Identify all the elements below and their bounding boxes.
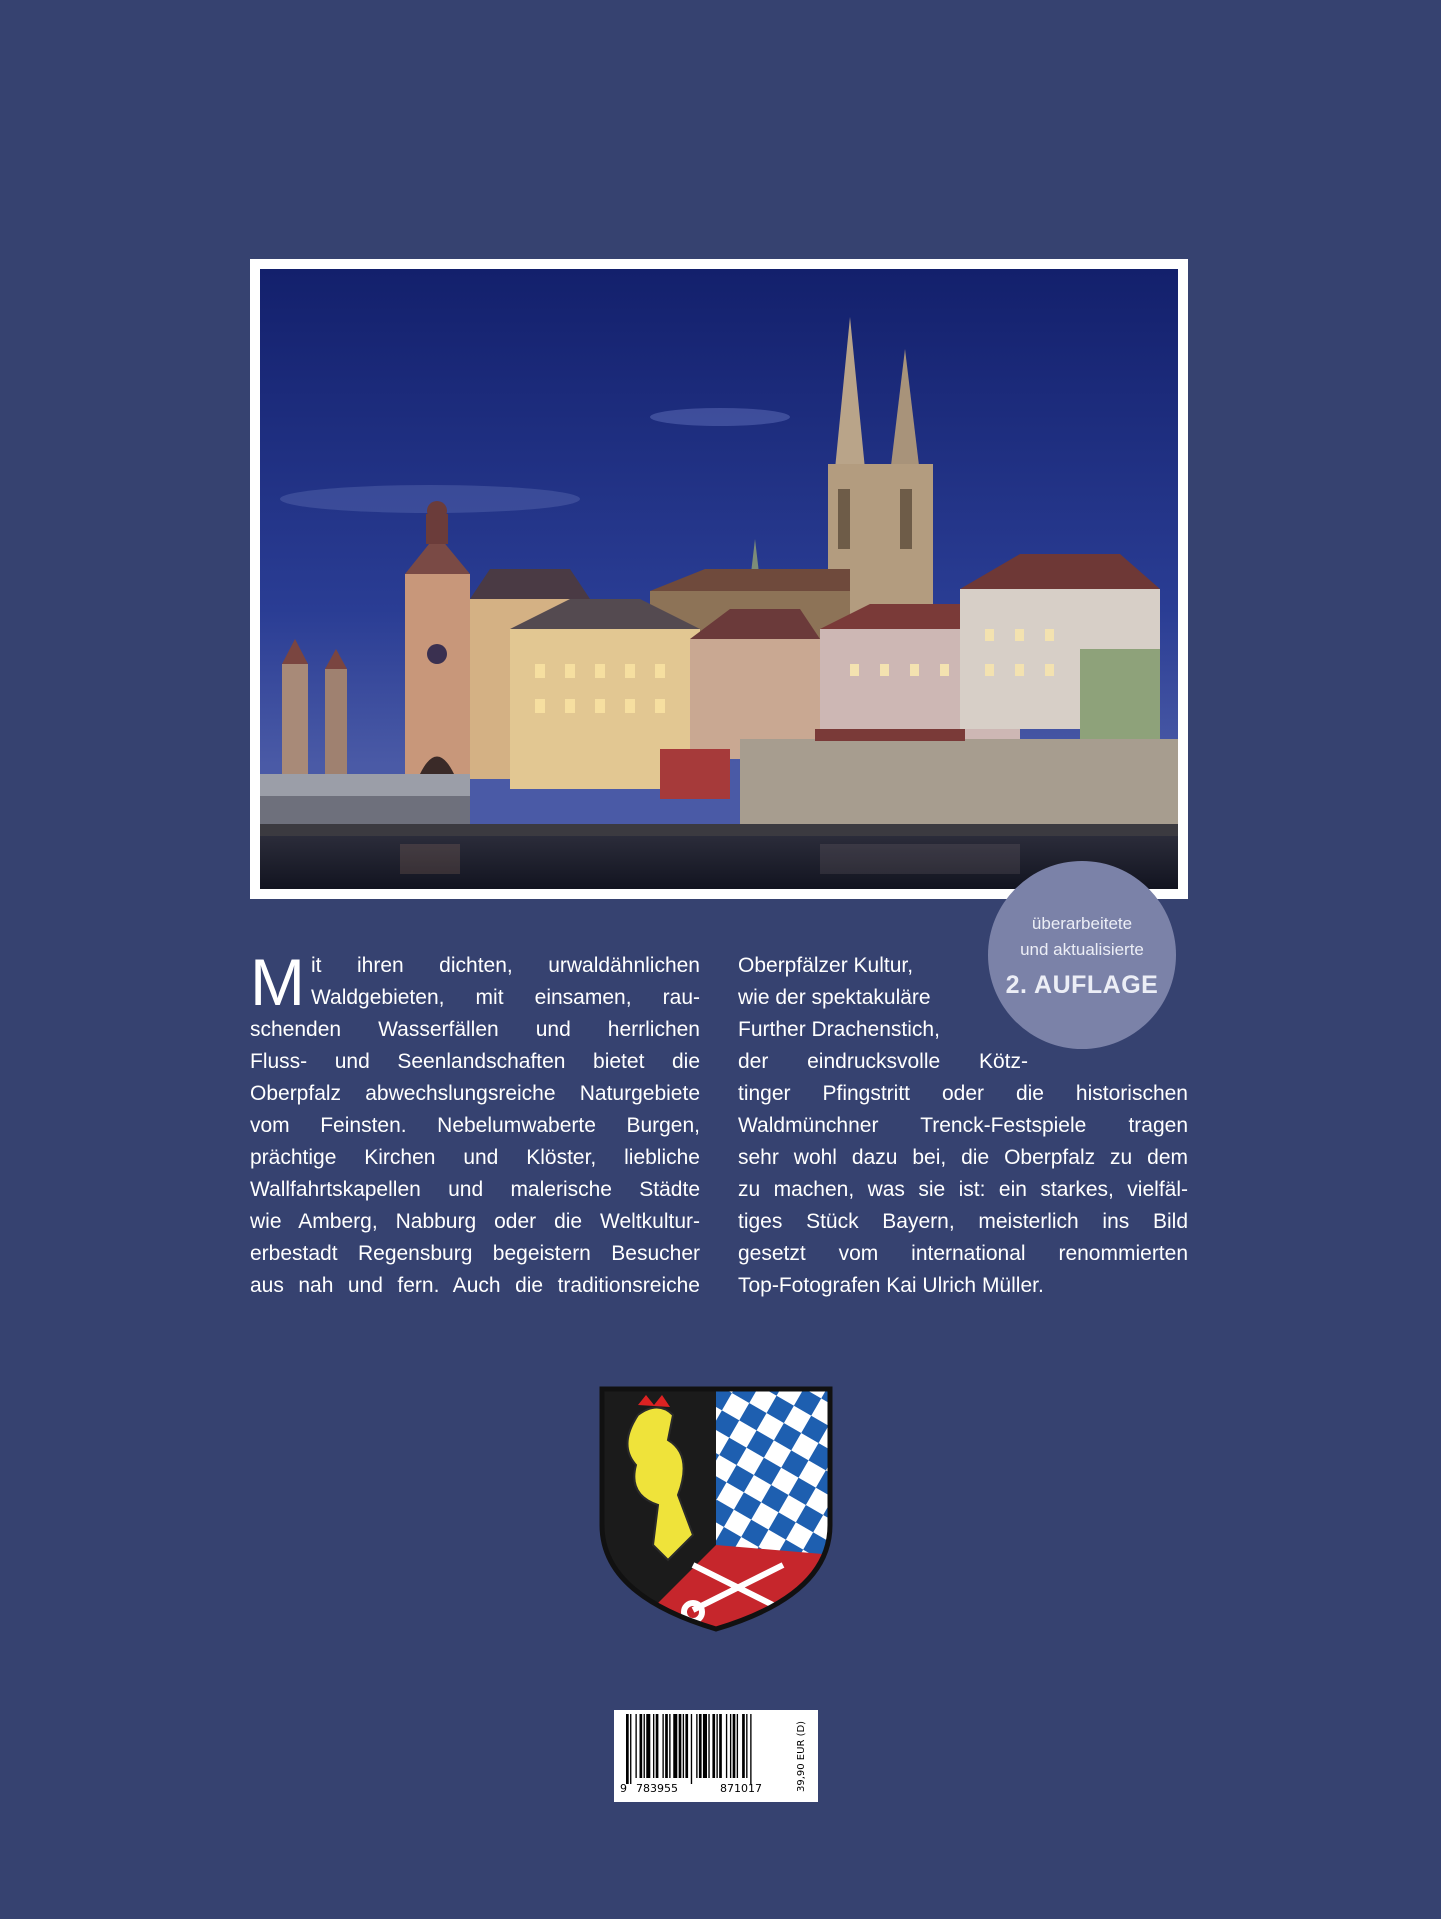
text-line: sehr wohl dazu bei, die Oberpfalz zu dem bbox=[738, 1146, 1188, 1169]
text-line: prächtige Kirchen und Klöster, liebliche bbox=[250, 1146, 700, 1169]
coat-of-arms-icon bbox=[598, 1385, 834, 1633]
text-line: Top-Fotografen Kai Ulrich Müller. bbox=[738, 1274, 1044, 1297]
text-line: Wallfahrtskapellen und malerische Städte bbox=[250, 1178, 700, 1201]
text-line: Further Drachenstich, bbox=[738, 1018, 940, 1041]
text-line: aus nah und fern. Auch die traditionsreiche bbox=[250, 1274, 700, 1297]
isbn-group-1: 783955 bbox=[636, 1782, 678, 1795]
text-line: Waldmünchner Trenck-Festspiele tragen bbox=[738, 1114, 1188, 1137]
text-line: zu machen, was sie ist: ein starkes, vielfäl- bbox=[738, 1178, 1188, 1201]
text-line: schenden Wasserfällen und herrlichen bbox=[250, 1018, 700, 1041]
dropcap-letter: M bbox=[250, 945, 305, 1019]
badge-line-1: überarbeitete bbox=[1031, 913, 1133, 933]
text-line: tiges Stück Bayern, meisterlich ins Bild bbox=[738, 1210, 1188, 1233]
text-line: gesetzt vom international renommierten bbox=[738, 1242, 1188, 1265]
barcode-bars bbox=[624, 1714, 804, 1784]
isbn-prefix-digit: 9 bbox=[620, 1782, 627, 1795]
regensburg-cathedral-photo bbox=[260, 269, 1178, 889]
text-line: erbestadt Regensburg begeistern Besucher bbox=[250, 1242, 700, 1265]
description-left-column bbox=[250, 945, 700, 1302]
text-line: wie Amberg, Nabburg oder die Weltkultur- bbox=[250, 1210, 700, 1233]
text-line: der eindrucksvolle Kötz- bbox=[738, 1050, 1028, 1073]
text-line: wie der spektakuläre bbox=[738, 986, 931, 1009]
text-line: Waldgebieten, mit einsamen, rau- bbox=[310, 986, 700, 1009]
text-line: Fluss- und Seenlandschaften bietet die bbox=[250, 1050, 700, 1073]
text-line: Oberpfalz abwechslungsreiche Naturgebiete bbox=[250, 1082, 700, 1105]
isbn-group-2: 871017 bbox=[720, 1782, 762, 1795]
text-line: Oberpfälzer Kultur, bbox=[738, 954, 914, 977]
isbn-barcode bbox=[614, 1710, 818, 1802]
price-label: 39,90 EUR (D) bbox=[796, 1720, 807, 1792]
text-line: vom Feinsten. Nebelumwaberte Burgen, bbox=[250, 1114, 700, 1137]
text-line: it ihren dichten, urwaldähnlichen bbox=[310, 954, 700, 977]
description-right-column bbox=[738, 950, 1188, 1302]
cover-photo bbox=[250, 259, 1188, 899]
badge-edition-label: 2. AUFLAGE bbox=[1005, 970, 1159, 999]
badge-line-2: und aktualisierte bbox=[1020, 939, 1144, 959]
text-line: tinger Pfingstritt oder die historischen bbox=[738, 1082, 1188, 1105]
